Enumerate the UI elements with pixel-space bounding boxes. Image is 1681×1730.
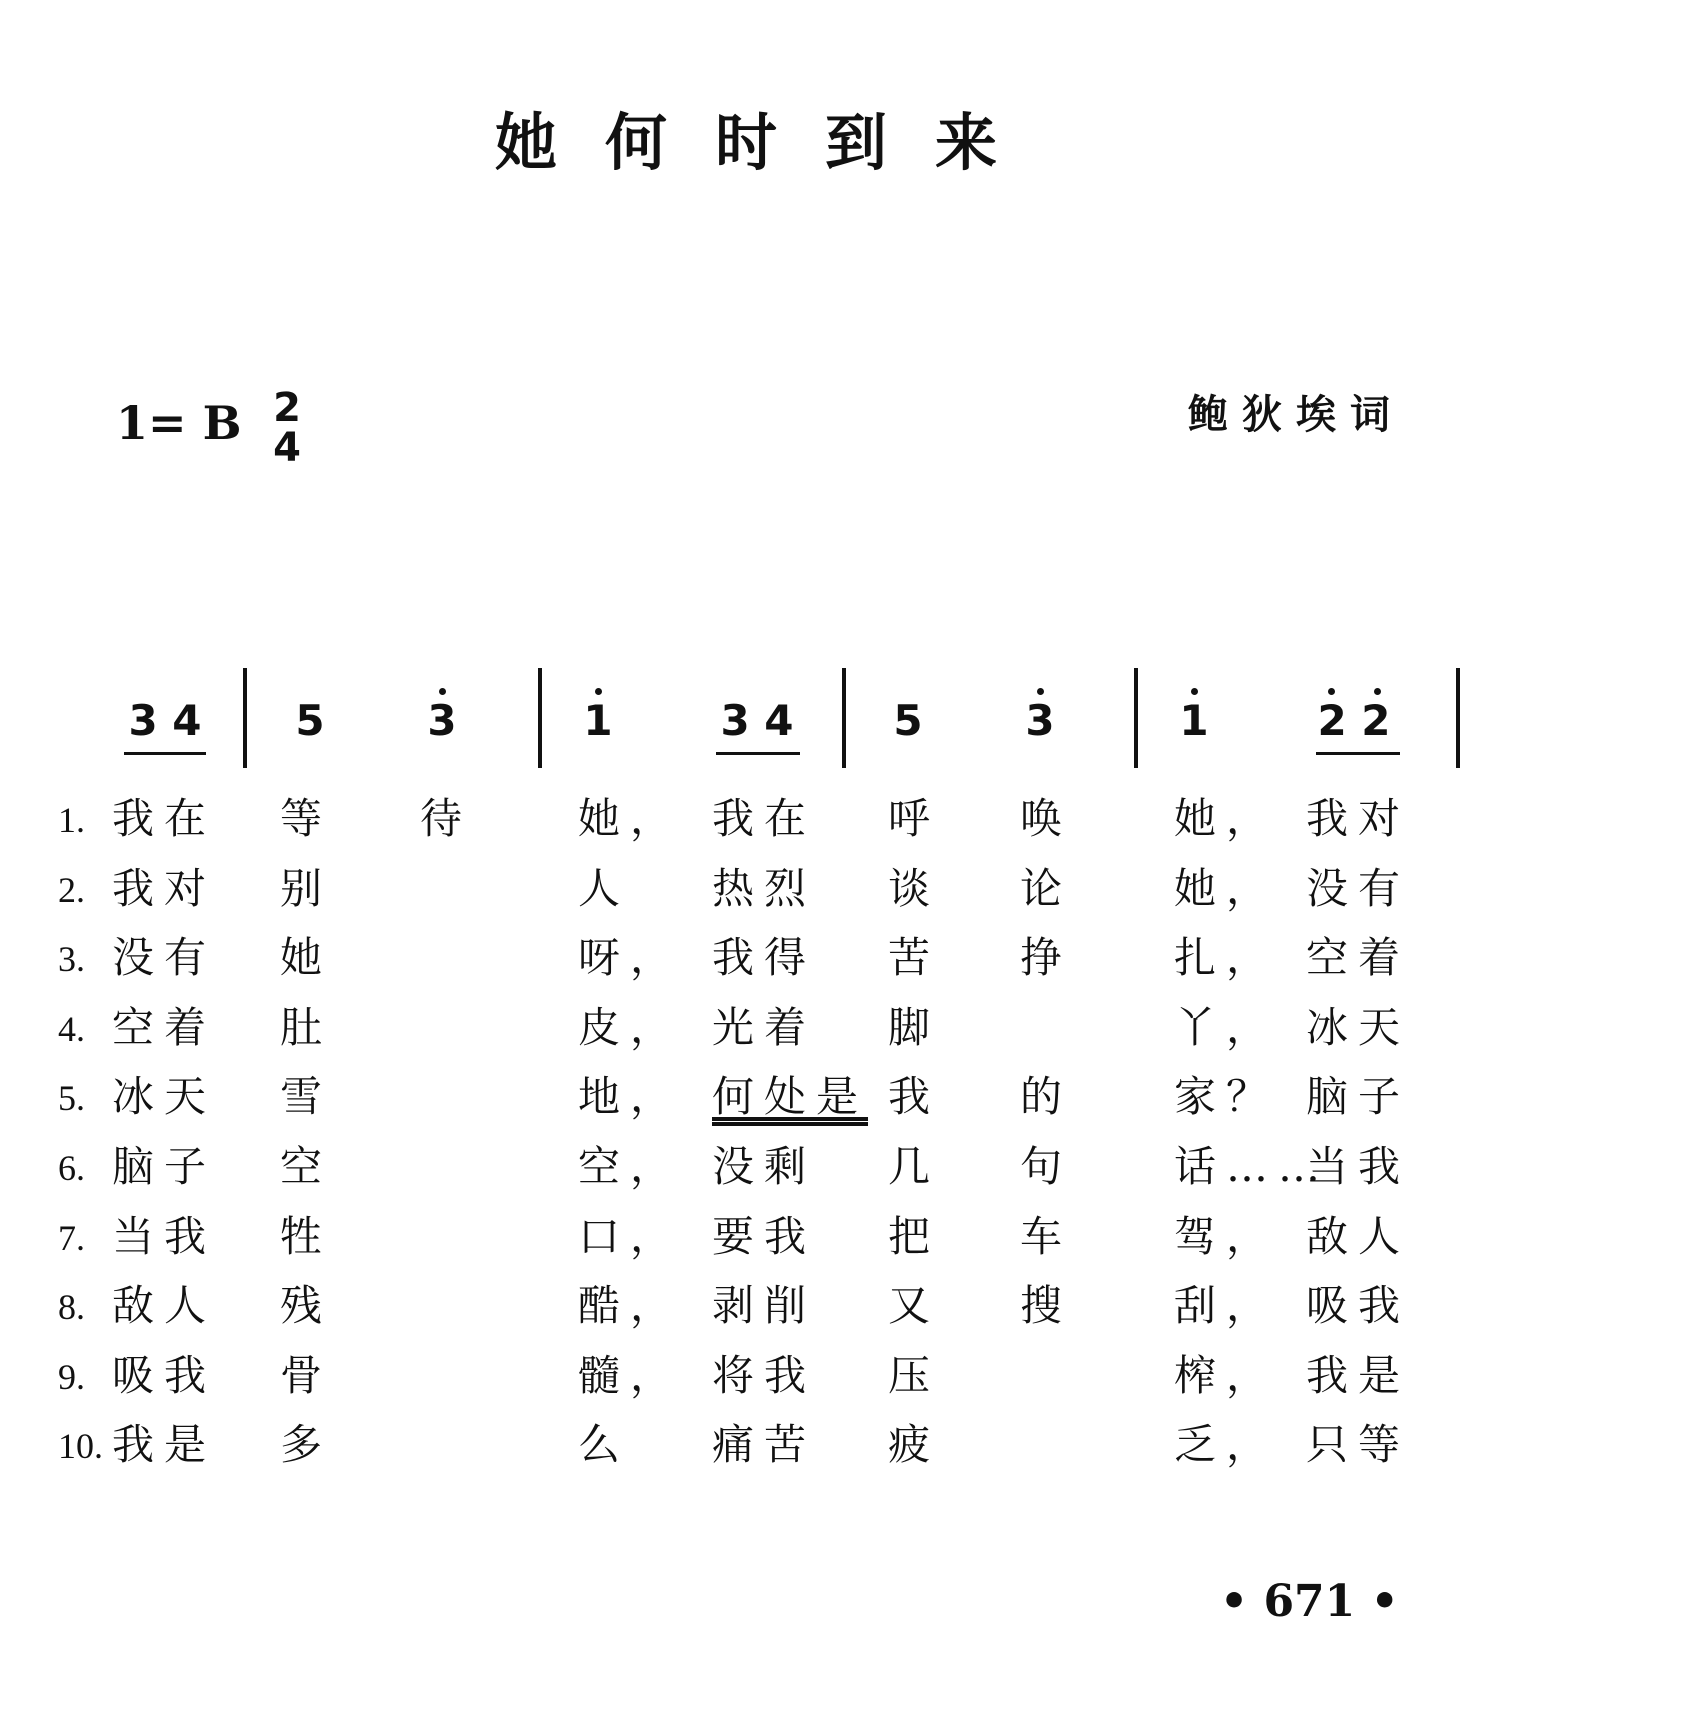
lyric-cell: 我是 <box>1306 1351 1411 1400</box>
lyric-cell: 只等 <box>1306 1420 1411 1469</box>
lyric-cell: 榨， <box>1174 1351 1279 1400</box>
beam <box>124 752 206 755</box>
note-text: 1 <box>583 696 613 745</box>
lyric-cell: 牲 <box>280 1212 333 1261</box>
verse-number: 1. <box>58 800 85 840</box>
lyric-cell: 苦 <box>888 933 941 982</box>
lyric-cell: 的 <box>1020 1072 1073 1121</box>
lyric-cell: 残 <box>280 1281 333 1330</box>
lyric-cell: 酷， <box>578 1281 683 1330</box>
lyric-cell: 么 <box>578 1420 631 1469</box>
time-signature-top: 2 <box>273 385 301 431</box>
beam <box>716 752 800 755</box>
octave-dot <box>595 688 602 695</box>
lyric-cell: 将我 <box>712 1351 817 1400</box>
lyric-cell: 我在 <box>712 794 817 843</box>
barline <box>243 668 247 768</box>
note-5: 5 <box>295 696 325 745</box>
lyric-cell: 乏， <box>1174 1420 1279 1469</box>
lyric-cell: 当我 <box>112 1212 217 1261</box>
lyric-cell: 压 <box>888 1351 941 1400</box>
lyric-cell: 论 <box>1020 864 1073 913</box>
verse-number: 10. <box>58 1426 103 1466</box>
note-3-4: 3 4 <box>128 696 202 745</box>
verse-number: 6. <box>58 1148 85 1188</box>
lyric-cell: 口， <box>578 1212 683 1261</box>
lyric-cell: 她 <box>280 933 333 982</box>
lyric-cell: 吸我 <box>1306 1281 1411 1330</box>
lyric-cell: 脚 <box>888 1003 941 1052</box>
lyricist-credit: 鲍狄埃词 <box>1188 391 1404 438</box>
lyric-cell: 当我 <box>1306 1142 1411 1191</box>
lyric-cell: 把 <box>888 1212 941 1261</box>
verse-number: 5. <box>58 1078 85 1118</box>
lyric-cell: 脑子 <box>1306 1072 1411 1121</box>
verse-number: 8. <box>58 1287 85 1327</box>
lyric-cell: 空， <box>578 1142 683 1191</box>
lyric-cell: 挣 <box>1020 933 1073 982</box>
lyric-cell: 刮， <box>1174 1281 1279 1330</box>
lyric-cell: 痛苦 <box>712 1420 817 1469</box>
octave-dot <box>1328 688 1335 695</box>
barline <box>842 668 846 768</box>
octave-dot <box>439 688 446 695</box>
verse-number: 7. <box>58 1218 85 1258</box>
barline <box>1456 668 1460 768</box>
lyric-cell: 吸我 <box>112 1351 217 1400</box>
verse-number: 4. <box>58 1009 85 1049</box>
lyric-cell: 驾， <box>1174 1212 1279 1261</box>
lyric-cell: 几 <box>888 1142 941 1191</box>
lyric-cell: 何处是 <box>712 1072 869 1121</box>
lyric-cell: 多 <box>280 1420 333 1469</box>
lyric-cell: 敌人 <box>112 1281 217 1330</box>
note-3-high <box>422 696 462 745</box>
barline <box>1134 668 1138 768</box>
lyric-cell: 我在 <box>112 794 217 843</box>
lyric-cell: 车 <box>1020 1212 1073 1261</box>
note-text: 3 <box>1025 696 1055 745</box>
lyric-cell: 等 <box>280 794 333 843</box>
lyric-cell: 句 <box>1020 1142 1073 1191</box>
octave-dot <box>1374 688 1381 695</box>
verse-number: 2. <box>58 870 85 910</box>
lyric-cell: 人 <box>578 864 631 913</box>
verse-number: 3. <box>58 939 85 979</box>
time-signature <box>270 385 304 471</box>
lyric-cell: 我 <box>888 1072 941 1121</box>
page-number: • 671 • <box>1220 1576 1399 1627</box>
note-text: 3 <box>427 696 457 745</box>
lyric-cell: 我是 <box>112 1420 217 1469</box>
lyric-cell: 空 <box>280 1142 333 1191</box>
lyric-cell: 谈 <box>888 864 941 913</box>
note-text: 1 <box>1179 696 1209 745</box>
lyric-cell: 扎， <box>1174 933 1279 982</box>
note-text: 2 2 <box>1317 696 1391 745</box>
lyric-cell: 冰天 <box>1306 1003 1411 1052</box>
lyric-cell: 空着 <box>1306 933 1411 982</box>
lyric-cell: 剥削 <box>712 1281 817 1330</box>
lyric-cell: 唤 <box>1020 794 1073 843</box>
lyric-cell: 疲 <box>888 1420 941 1469</box>
song-title: 她何时到来 <box>494 106 1045 179</box>
lyric-cell: 骨 <box>280 1351 333 1400</box>
lyric-cell: 地， <box>578 1072 683 1121</box>
verse-number: 9. <box>58 1357 85 1397</box>
note-1-high <box>1174 696 1214 745</box>
lyric-cell: 雪 <box>280 1072 333 1121</box>
octave-dot <box>1191 688 1198 695</box>
lyric-cell: 皮， <box>578 1003 683 1052</box>
lyric-cell: 肚 <box>280 1003 333 1052</box>
lyric-cell: 我得 <box>712 933 817 982</box>
lyric-cell: 髓， <box>578 1351 683 1400</box>
note-1-high <box>578 696 618 745</box>
lyric-cell: 脑子 <box>112 1142 217 1191</box>
lyric-cell: 没剩 <box>712 1142 817 1191</box>
lyric-cell: 她， <box>1174 864 1279 913</box>
note-3-4: 3 4 <box>720 696 794 745</box>
lyric-cell: 话…… <box>1174 1142 1331 1191</box>
lyric-cell: 搜 <box>1020 1281 1073 1330</box>
barline <box>538 668 542 768</box>
lyric-cell: 空着 <box>112 1003 217 1052</box>
lyric-cell: 别 <box>280 864 333 913</box>
lyric-cell: 呼 <box>888 794 941 843</box>
key-signature: 1= B <box>116 396 242 450</box>
lyric-cell: 敌人 <box>1306 1212 1411 1261</box>
time-signature-bottom: 4 <box>273 425 301 471</box>
lyric-cell: 我对 <box>1306 794 1411 843</box>
beam <box>1316 752 1400 755</box>
lyric-cell: 没有 <box>112 933 217 982</box>
note-3-high <box>1020 696 1060 745</box>
lyric-cell: 她， <box>578 794 683 843</box>
lyric-cell: 我对 <box>112 864 217 913</box>
lyric-cell: 要我 <box>712 1212 817 1261</box>
note-5: 5 <box>893 696 923 745</box>
lyric-cell: 光着 <box>712 1003 817 1052</box>
lyric-cell: 没有 <box>1306 864 1411 913</box>
lyric-cell: 又 <box>888 1281 941 1330</box>
lyric-cell: 待 <box>420 794 473 843</box>
lyric-cell: 热烈 <box>712 864 817 913</box>
lyric-cell: 她， <box>1174 794 1279 843</box>
lyric-cell: 丫， <box>1174 1003 1279 1052</box>
lyric-cell: 冰天 <box>112 1072 217 1121</box>
octave-dot <box>1037 688 1044 695</box>
note-2-2-high <box>1306 696 1402 745</box>
lyric-cell: 家？ <box>1174 1072 1279 1121</box>
lyric-cell: 呀， <box>578 933 683 982</box>
